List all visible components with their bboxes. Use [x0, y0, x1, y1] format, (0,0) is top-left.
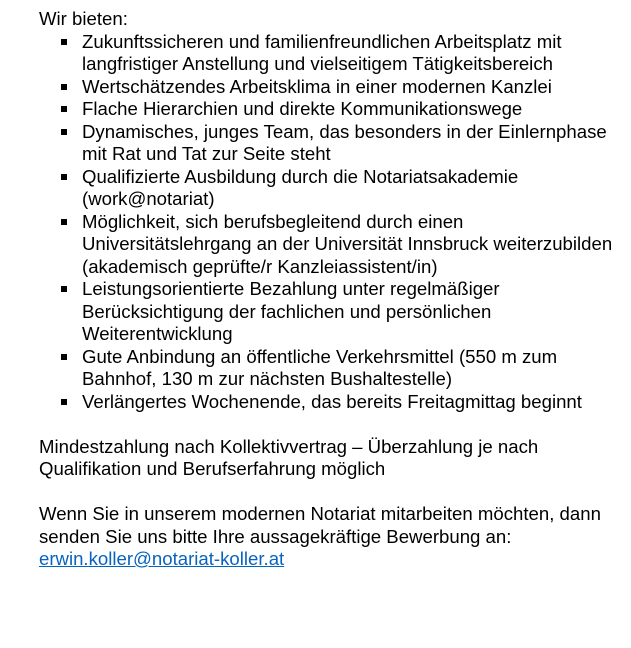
square-bullet-icon [61, 399, 67, 405]
benefit-item [39, 121, 619, 166]
benefit-item [39, 166, 619, 211]
paragraph-spacer [39, 413, 619, 436]
benefit-text: Wertschätzendes Arbeitsklima in einer modernen Kanzlei [82, 75, 552, 97]
square-bullet-icon [61, 174, 67, 180]
benefits-heading: Wir bieten: [39, 8, 128, 29]
square-bullet-icon [61, 106, 67, 112]
square-bullet-icon [61, 39, 67, 45]
salary-paragraph: Mindestzahlung nach Kollektivvertrag – Überzahlung je nach Qualifikation und Berufserfahrung möglich [39, 435, 539, 479]
benefit-text: Flache Hierarchien und direkte Kommunikationswege [82, 98, 523, 119]
benefit-text: Verlängertes Wochenende, das bereits Freitagmittag beginnt [82, 390, 582, 412]
benefit-text: Zukunftssicheren und familienfreundlichen Arbeitsplatz mit langfristiger Anstellung und vielseitigem Tätigkeitsbereich [82, 30, 562, 74]
paragraph-spacer [39, 481, 619, 504]
application-text: Wenn Sie in unserem modernen Notariat mitarbeiten möchten, dann senden Sie uns bitte Ihre aussagekräftige Bewerbung an: [39, 503, 601, 547]
square-bullet-icon [61, 219, 67, 225]
application-paragraph [39, 503, 619, 571]
benefit-item [39, 346, 619, 391]
square-bullet-icon [61, 286, 67, 292]
document-body [39, 8, 619, 571]
benefit-text: Gute Anbindung an öffentliche Verkehrsmittel (550 m zum Bahnhof, 130 m zur nächsten Bushaltestelle) [82, 345, 558, 389]
benefit-text: Möglichkeit, sich berufsbegleitend durch einen Universitätslehrgang an der Universität Innsbruck weiterzubilden (akademisch geprüfte/r Kanzleiassistent/in) [82, 210, 613, 277]
square-bullet-icon [61, 354, 67, 360]
benefit-item [39, 76, 619, 99]
square-bullet-icon [61, 84, 67, 90]
benefits-list [39, 31, 619, 414]
benefit-text: Qualifizierte Ausbildung durch die Notariatsakademie (work@notariat) [82, 165, 519, 209]
benefit-item [39, 391, 619, 414]
email-link[interactable]: erwin.koller@notariat-koller.at [39, 548, 285, 569]
square-bullet-icon [61, 129, 67, 135]
benefit-item [39, 98, 619, 121]
benefit-text: Leistungsorientierte Bezahlung unter regelmäßiger Berücksichtigung der fachlichen und persönlichen Weiterentwicklung [82, 278, 500, 344]
benefit-text: Dynamisches, junges Team, das besonders in der Einlernphase mit Rat und Tat zur Seite steht [82, 120, 607, 164]
benefit-item [39, 278, 619, 346]
benefit-item [39, 31, 619, 76]
benefit-item [39, 211, 619, 279]
